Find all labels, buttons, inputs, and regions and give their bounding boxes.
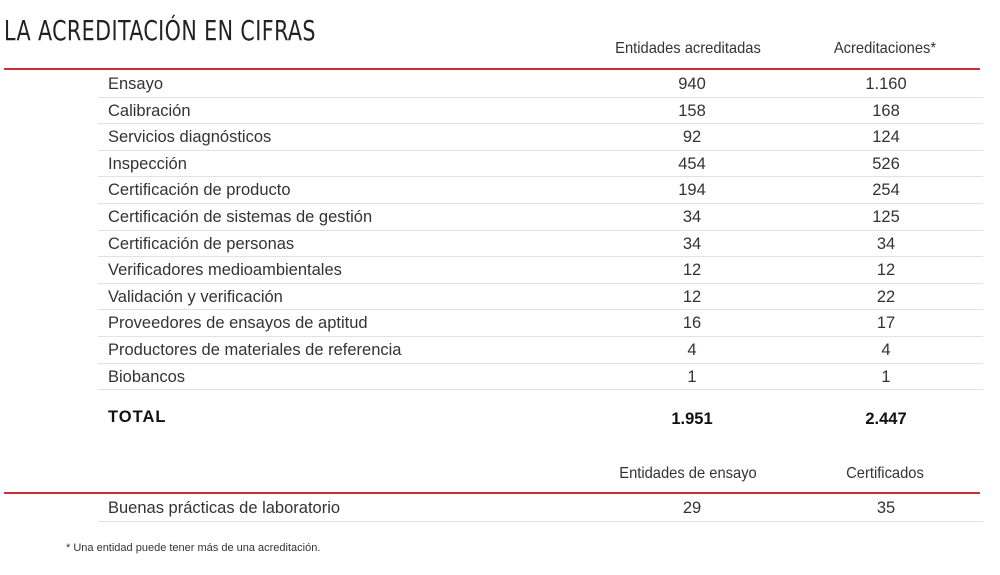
table-row xyxy=(98,284,983,311)
table-row xyxy=(98,310,983,337)
acreditaciones-value: 168 xyxy=(872,101,900,120)
table-row xyxy=(98,364,983,391)
acreditaciones-value: 1 xyxy=(881,367,891,386)
entidades-value: 29 xyxy=(682,499,702,517)
header-divider xyxy=(4,68,980,70)
entidades-value: 34 xyxy=(682,234,702,253)
entidades-value: 12 xyxy=(682,261,702,280)
table-row xyxy=(98,71,983,98)
table-row xyxy=(98,98,983,125)
table-row xyxy=(98,495,983,522)
column-header-acreditaciones: Acreditaciones* xyxy=(833,40,937,57)
main-table xyxy=(98,71,983,390)
row-label: Productores de materiales de referencia xyxy=(108,340,402,359)
acreditaciones-value: 526 xyxy=(872,154,900,173)
total-acreditaciones: 2.447 xyxy=(865,410,907,428)
total-entidades: 1.951 xyxy=(671,410,713,428)
acreditaciones-value: 124 xyxy=(872,128,900,147)
row-label: Servicios diagnósticos xyxy=(108,128,272,147)
table-row xyxy=(98,151,983,178)
entidades-value: 1 xyxy=(687,367,697,386)
row-label: Certificación de personas xyxy=(108,234,295,253)
entidades-value: 34 xyxy=(682,207,702,226)
glp-table xyxy=(98,495,983,522)
entidades-value: 454 xyxy=(678,154,706,173)
table-row xyxy=(98,204,983,231)
entidades-value: 4 xyxy=(687,340,697,359)
column-header-entidades-de-ensayo: Entidades de ensayo xyxy=(619,465,757,482)
acreditaciones-value: 1.160 xyxy=(865,75,907,93)
acreditaciones-value: 254 xyxy=(872,181,900,200)
acreditaciones-value: 17 xyxy=(876,314,896,333)
page-title: LA ACREDITACIÓN EN CIFRAS xyxy=(4,14,316,47)
row-label: Verificadores medioambientales xyxy=(108,261,342,280)
entidades-value: 940 xyxy=(678,75,706,93)
table-row xyxy=(98,337,983,364)
entidades-value: 92 xyxy=(682,128,702,147)
entidades-value: 194 xyxy=(678,181,706,200)
row-label: Proveedores de ensayos de aptitud xyxy=(108,314,368,333)
row-label: Calibración xyxy=(108,101,191,120)
total-label: TOTAL xyxy=(108,408,167,426)
footnote: * Una entidad puede tener más de una acreditación. xyxy=(66,542,321,554)
table-row xyxy=(98,257,983,284)
table-row xyxy=(98,177,983,204)
column-header-entidades-acreditadas: Entidades acreditadas xyxy=(615,40,761,57)
acreditaciones-value: 22 xyxy=(876,287,896,306)
row-label: Ensayo xyxy=(108,75,164,93)
row-label: Certificación de sistemas de gestión xyxy=(108,207,373,226)
table-row xyxy=(98,124,983,151)
row-label: Biobancos xyxy=(108,367,186,386)
acreditaciones-value: 125 xyxy=(872,207,900,226)
acreditaciones-value: 4 xyxy=(881,340,891,359)
entidades-value: 158 xyxy=(678,101,706,120)
entidades-value: 12 xyxy=(682,287,702,306)
row-label: Certificación de producto xyxy=(108,181,291,200)
row-label: Inspección xyxy=(108,154,187,173)
acreditaciones-value: 34 xyxy=(876,234,896,253)
certificados-value: 35 xyxy=(876,499,896,517)
row-label: Validación y verificación xyxy=(108,287,283,306)
row-label: Buenas prácticas de laboratorio xyxy=(108,499,341,517)
acreditaciones-value: 12 xyxy=(876,261,896,280)
entidades-value: 16 xyxy=(682,314,702,333)
total-row xyxy=(98,405,983,435)
glp-header-divider xyxy=(4,492,980,494)
table-row xyxy=(98,231,983,258)
column-header-certificados: Certificados xyxy=(846,465,924,482)
